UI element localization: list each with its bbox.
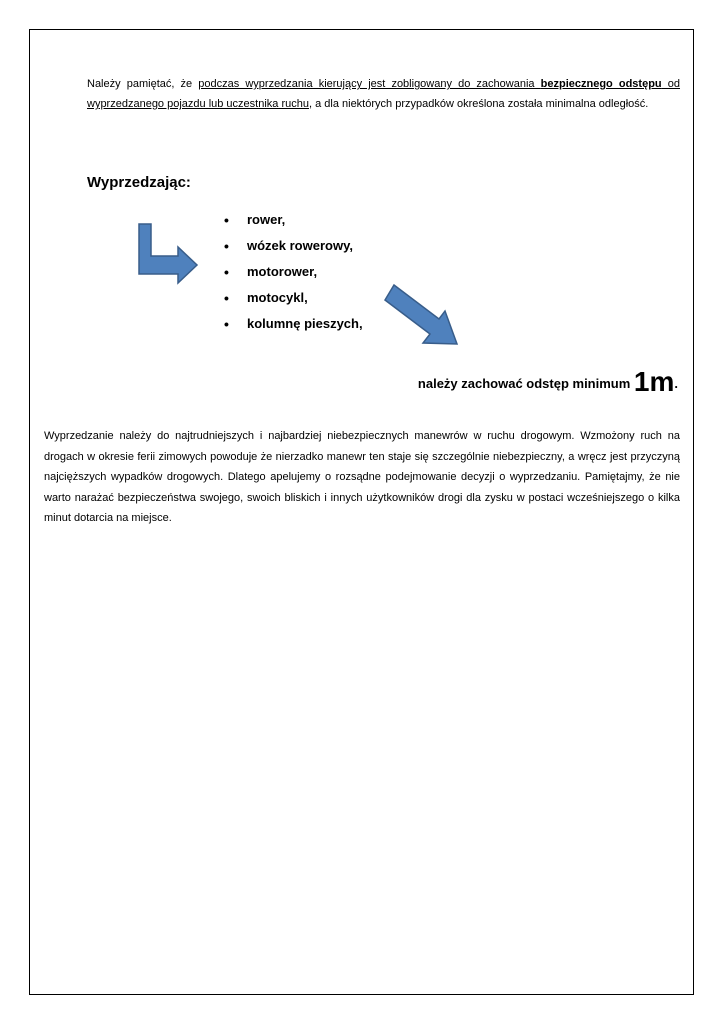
list-heading: Wyprzedzając:	[87, 174, 191, 191]
conclusion-text: należy zachować odstęp minimum	[417, 376, 634, 391]
diagonal-arrow-icon	[380, 282, 464, 350]
list-item: • motorower,	[222, 262, 363, 288]
bent-arrow-shape	[139, 224, 197, 283]
list-item: • rower,	[222, 210, 363, 236]
list-item: • wózek rowerowy,	[222, 236, 363, 262]
list-item: • kolumnę pieszych,	[222, 314, 363, 340]
intro-text-1: Należy pamiętać, że	[87, 78, 199, 90]
vehicle-list	[222, 210, 363, 340]
body-paragraph: Wyprzedzanie należy do najtrudniejszych i najbardziej niebezpiecznych manewrów w ruchu drogowym. Wzmożony ruch na drogach w okresie ferii zimowych powoduje że nierzadko manewr ten staje się szczególnie niebezpieczny, a wręcz jest przyczyną najcięższych wypadków drogowych. Dlatego apelujemy o rozsądne podejmowanie decyzji o wyprzedzaniu. Pamiętajmy, że nie warto narażać bezpieczeństwa swojego, swoich bliskich i innych użytkowników drogi dla zysku w postaci wcześniejszego o kilka minut dotarcia na miejsce.	[44, 430, 680, 524]
intro-paragraph	[87, 74, 680, 114]
intro-text-5: , a dla niektórych przypadków określona została minimalna odległość.	[308, 98, 649, 110]
intro-text-3-bold-underlined: bezpiecznego odstępu	[540, 78, 662, 90]
diagonal-arrow-shape	[385, 285, 457, 344]
conclusion-period: .	[674, 376, 678, 391]
intro-text-4-underlined: od wyprzedzanego pojazdu lub uczestnika ruchu	[87, 78, 680, 110]
intro-text-2-underlined: podczas wyprzedzania kierujący jest zobligowany do zachowania	[198, 78, 541, 90]
bent-arrow-icon	[130, 222, 202, 286]
list-item: • motocykl,	[222, 288, 363, 314]
minimum-distance-statement	[418, 366, 678, 398]
distance-value: 1m	[633, 366, 675, 397]
